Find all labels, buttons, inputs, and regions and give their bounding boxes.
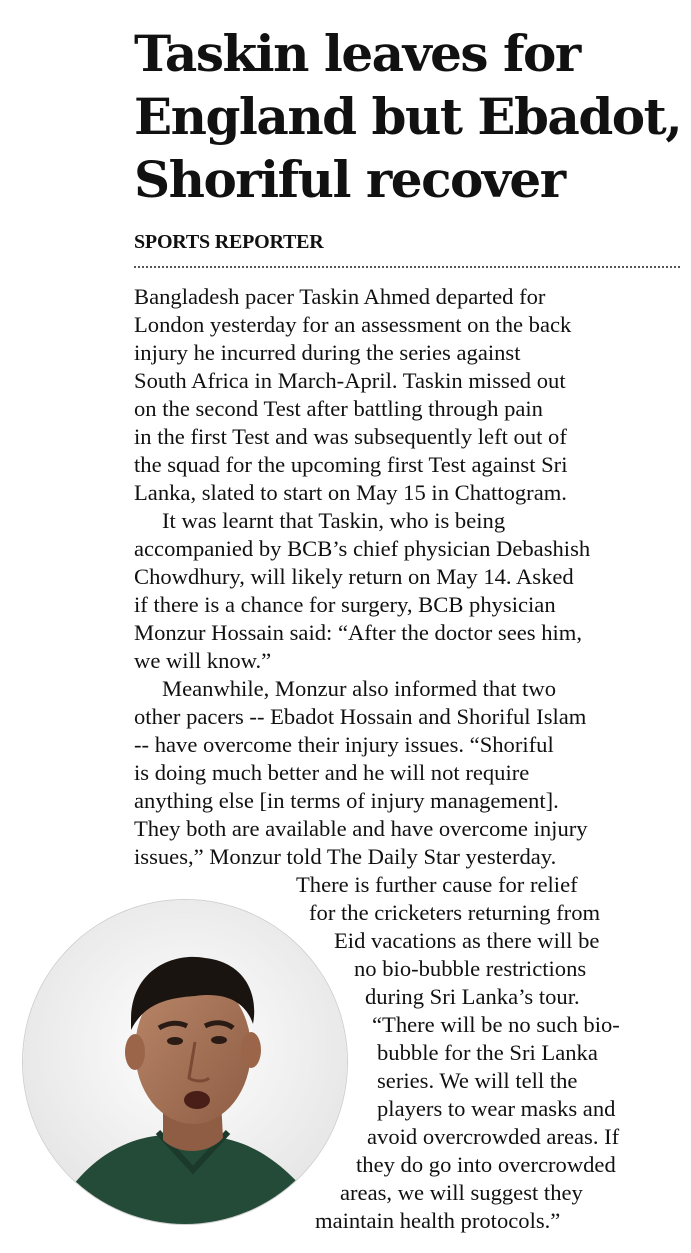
body-line: London yesterday for an assessment on the back: [134, 312, 572, 337]
headline-line: Shoriful recover: [134, 150, 565, 209]
body-line: avoid overcrowded areas. If: [367, 1124, 620, 1149]
body-line: on the second Test after battling through pain: [134, 396, 543, 421]
body-line: anything else [in terms of injury management].: [134, 788, 559, 813]
body-line: There is further cause for relief: [296, 872, 578, 897]
headline-line: Taskin leaves for: [134, 24, 580, 83]
body-line: Chowdhury, will likely return on May 14. Asked: [134, 564, 574, 589]
player-photo: [23, 900, 347, 1224]
body-line: series. We will tell the: [377, 1068, 578, 1093]
body-line: no bio-bubble restrictions: [354, 956, 587, 981]
body-line: during Sri Lanka’s tour.: [365, 984, 580, 1009]
body-line: if there is a chance for surgery, BCB physician: [134, 592, 556, 617]
body-line: the squad for the upcoming first Test against Sri: [134, 452, 568, 477]
body-line: “There will be no such bio-: [372, 1012, 620, 1037]
body-line: South Africa in March-April. Taskin missed out: [134, 368, 566, 393]
body-line: in the first Test and was subsequently left out of: [134, 424, 567, 449]
body-line: for the cricketers returning from: [309, 900, 601, 925]
body-line: They both are available and have overcome injury: [134, 816, 588, 841]
headline-line: England but Ebadot,: [134, 87, 682, 146]
body-line: Monzur Hossain said: “After the doctor sees him,: [134, 620, 583, 645]
player-portrait-icon: [23, 900, 347, 1224]
body-line: accompanied by BCB’s chief physician Debashish: [134, 536, 591, 561]
body-line: maintain health protocols.”: [315, 1208, 561, 1233]
body-line: other pacers -- Ebadot Hossain and Shoriful Islam: [134, 704, 587, 729]
body-line: injury he incurred during the series against: [134, 340, 521, 365]
body-line: Eid vacations as there will be: [334, 928, 600, 953]
body-line: It was learnt that Taskin, who is being: [162, 508, 506, 533]
body-line: bubble for the Sri Lanka: [377, 1040, 598, 1065]
body-line: we will know.”: [134, 648, 272, 673]
body-line: players to wear masks and: [377, 1096, 616, 1121]
body-line: is doing much better and he will not require: [134, 760, 530, 785]
body-line: areas, we will suggest they: [340, 1180, 583, 1205]
body-line: Lanka, slated to start on May 15 in Chattogram.: [134, 480, 567, 505]
body-line: Bangladesh pacer Taskin Ahmed departed for: [134, 284, 546, 309]
body-line: they do go into overcrowded: [356, 1152, 616, 1177]
body-line: -- have overcome their injury issues. “Shoriful: [134, 732, 554, 757]
headline: [134, 22, 684, 211]
body-line: Meanwhile, Monzur also informed that two: [162, 676, 557, 701]
byline: SPORTS REPORTER: [134, 231, 324, 253]
dotted-divider: [134, 266, 680, 268]
body-line: issues,” Monzur told The Daily Star yesterday.: [134, 844, 557, 869]
